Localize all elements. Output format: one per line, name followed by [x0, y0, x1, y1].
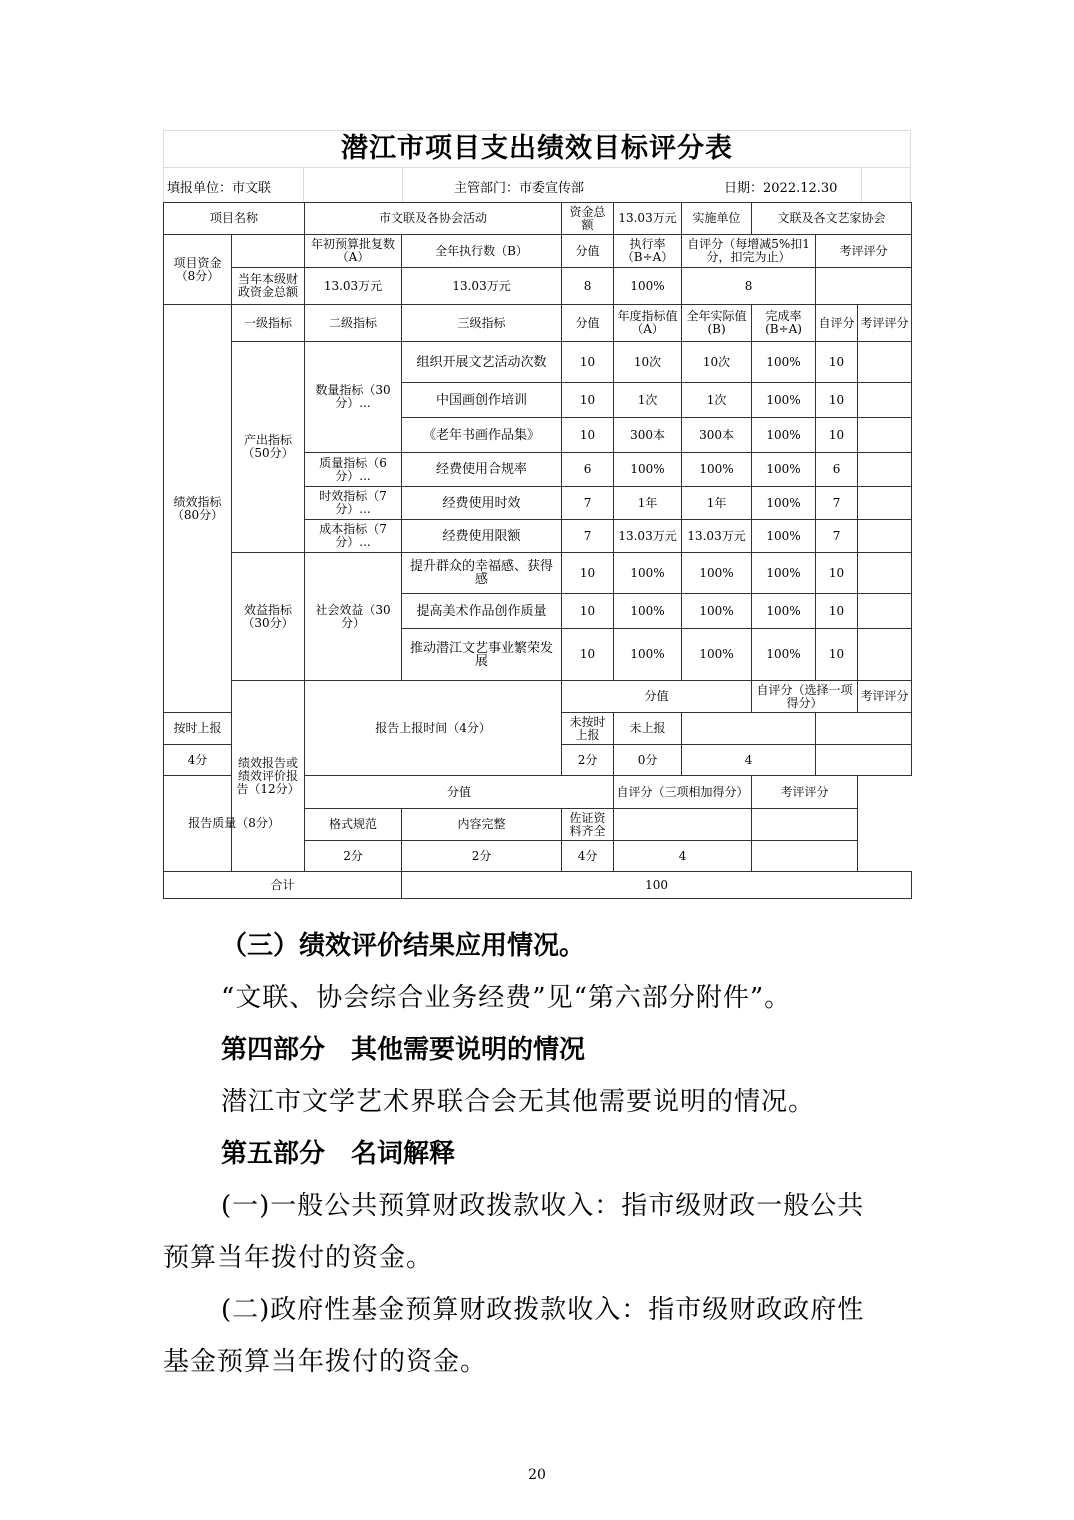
part-five-heading: 第五部分 名词解释 [221, 1139, 456, 1169]
supervising-dept: 主管部门：市委宣传部 [454, 181, 585, 196]
filing-unit: 填报单位：市文联 [167, 181, 272, 196]
paragraph-4-line-1: (二)政府性基金预算财政拨款收入：指市级财政政府性 [221, 1295, 865, 1325]
paragraph-3-line-2: 预算当年拨付的资金。 [163, 1243, 434, 1273]
report-time-header-row: 绩效报告或绩效评价报告（12分） 报告上报时间（4分） 分值 自评分（选择一项得分） 考评评分 [164, 681, 912, 713]
page-number: 20 [528, 1467, 546, 1483]
table-row: 《老年书画作品集》 10 300本 300本 100% 10 [164, 418, 912, 453]
paragraph-2: 潜江市文学艺术界联合会无其他需要说明的情况。 [221, 1087, 816, 1117]
table-row: 推动潜江文艺事业繁荣发展 10 100% 100% 100% 10 [164, 629, 912, 681]
report-time-values-row: 4分 2分 0分 4 [164, 745, 912, 776]
fund-value-row: 当年本级财政资金总额 13.03万元 13.03万元 8 100% 8 [164, 268, 912, 305]
perf-header-row: 绩效指标（80分） 一级指标 二级指标 三级指标 分值 年度指标值（A） 全年实际值(B) 完成率(B÷A) 自评分 考评评分 [164, 305, 912, 342]
paragraph-1: “文联、协会综合业务经费”见“第六部分附件”。 [221, 983, 792, 1013]
score-table [163, 202, 912, 899]
table-row: 产出指标（50分） 数量指标（30分）... 组织开展文艺活动次数 10 10次 10次 100% 10 [164, 342, 912, 383]
perf-label: 绩效指标（80分） [164, 305, 232, 713]
paragraph-3-line-1: (一)一般公共预算财政拨款收入：指市级财政一般公共 [221, 1191, 865, 1221]
score-sheet [163, 130, 911, 899]
report-quality-options-row: 格式规范 内容完整 佐证资料齐全 [164, 809, 912, 841]
report-time-options-row: 按时上报 未按时上报 未上报 [164, 713, 912, 745]
section-three-heading: （三）绩效评价结果应用情况。 [221, 931, 586, 961]
sheet-date: 日期：2022.12.30 [724, 181, 838, 196]
sheet-info-row [163, 167, 911, 202]
sheet-title: 潜江市项目支出绩效目标评分表 [163, 130, 911, 167]
table-row: 中国画创作培训 10 1次 1次 100% 10 [164, 383, 912, 418]
table-row: 质量指标（6分）... 经费使用合规率 6 100% 100% 100% 6 [164, 453, 912, 487]
table-row: 时效指标（7分）... 经费使用时效 7 1年 1年 100% 7 [164, 487, 912, 520]
fund-label: 项目资金（8分） [164, 235, 232, 305]
report-label: 绩效报告或绩效评价报告（12分） [232, 681, 305, 872]
report-quality-header-row: 报告质量（8分） 分值 自评分（三项相加得分） 考评评分 [164, 776, 912, 809]
part-four-heading: 第四部分 其他需要说明的情况 [221, 1035, 586, 1065]
total-row: 合计 100 [164, 872, 912, 899]
table-row: 效益指标（30分） 社会效益（30分） 提升群众的幸福感、获得感 10 100% 100% 100% 10 [164, 553, 912, 594]
paragraph-4-line-2: 基金预算当年拨付的资金。 [163, 1347, 488, 1377]
table-row: 提高美术作品创作质量 10 100% 100% 100% 10 [164, 594, 912, 629]
project-row: 项目名称 市文联及各协会活动 资金总额 13.03万元 实施单位 文联及各文艺家协会 [164, 203, 912, 235]
table-row: 成本指标（7分）... 经费使用限额 7 13.03万元 13.03万元 100% 7 [164, 520, 912, 553]
fund-header-row: 项目资金（8分） 年初预算批复数（A） 全年执行数（B） 分值 执行率（B÷A） 自评分（每增减5%扣1分，扣完为止） 考评评分 [164, 235, 912, 268]
report-quality-values-row: 2分 2分 4分 4 [164, 841, 912, 872]
